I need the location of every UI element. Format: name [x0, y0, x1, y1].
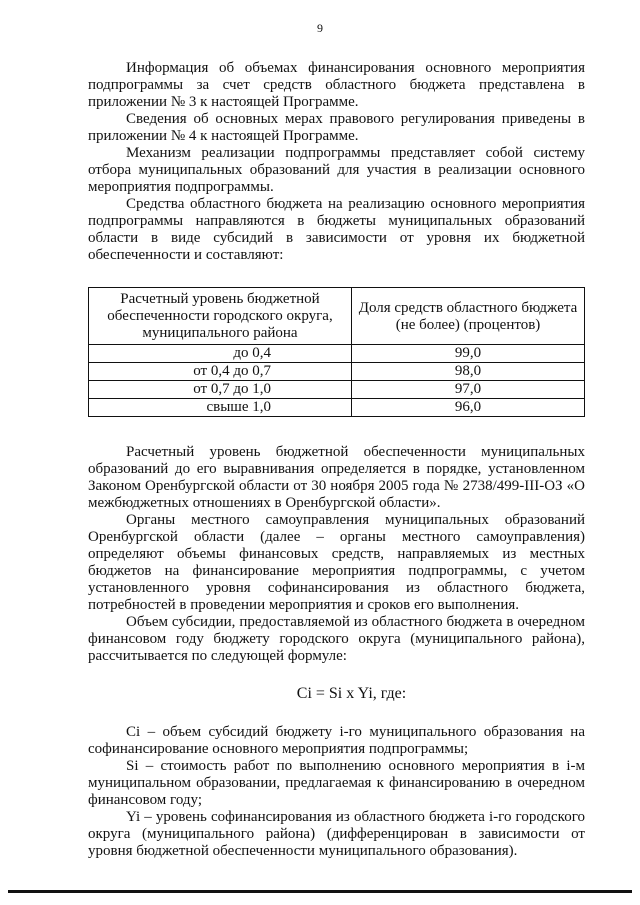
paragraph-financing-info: Информация об объемах финансирования основного мероприятия подпрограммы за счет средств областного бюджета представлена в приложении № 3 к настоящей Программе. — [88, 60, 585, 110]
paragraph-definition-ci: Ci – объем субсидий бюджету i-го муниципального образования на софинансирование основного мероприятия подпрограммы; — [88, 724, 585, 757]
table-row — [89, 363, 585, 381]
table-row — [89, 399, 585, 417]
table-header-share: Доля средств областного бюджета (не более) (процентов) — [352, 288, 585, 345]
table-header-row — [89, 288, 585, 345]
paragraph-local-authorities: Органы местного самоуправления муниципальных образований Оренбургской области (далее – органы местного самоуправления) определяют объемы финансовых средств, направляемых из местных бюджетов на финансирование мероприятия подпрограммы, с учетом установленного уровня софинансирования из областного бюджета, потребностей в проведении мероприятия и сроков его выполнения. — [88, 512, 585, 613]
table-cell-level: до 0,4 — [89, 345, 352, 363]
paragraph-budget-level-definition: Расчетный уровень бюджетной обеспеченности муниципальных образований до его выравнивания определяется в порядке, установленном Законом Оренбургской области от 30 ноября 2005 года № 2738/499-III-ОЗ «О межбюджетных отношениях в Оренбургской области». — [88, 444, 585, 511]
section-after-table — [88, 444, 585, 665]
bottom-divider — [8, 890, 632, 893]
subsidy-formula: Ci = Si x Yi, где: — [296, 685, 407, 702]
paragraph-subsidy-volume: Объем субсидии, предоставляемой из областного бюджета в очередном финансовом году бюджету городского округа (муниципального района), рассчитывается по следующей формуле: — [88, 614, 585, 664]
table-cell-share: 99,0 — [352, 345, 585, 363]
paragraph-funds-distribution: Средства областного бюджета на реализацию основного мероприятия подпрограммы направляются в бюджеты муниципальных образований области в виде субсидий в зависимости от уровня их бюджетной обеспеченности и составляют: — [88, 196, 585, 263]
page-number: 9 — [317, 21, 323, 35]
table-cell-level: от 0,7 до 1,0 — [89, 381, 352, 399]
cofinancing-table — [88, 287, 585, 417]
paragraph-definition-yi: Yi – уровень софинансирования из областного бюджета i-го городского округа (муниципального района) (дифференцирован в зависимости от уровня бюджетной обеспеченности муниципального образования). — [88, 809, 585, 859]
paragraph-definition-si: Si – стоимость работ по выполнению основного мероприятия в i-м муниципальном образовании, предлагаемая к финансированию в очередном финансовом году; — [88, 758, 585, 808]
table-row — [89, 381, 585, 399]
table-cell-share: 97,0 — [352, 381, 585, 399]
table-cell-level: от 0,4 до 0,7 — [89, 363, 352, 381]
paragraph-mechanism: Механизм реализации подпрограммы представляет собой систему отбора муниципальных образований для участия в реализации основного мероприятия подпрограммы. — [88, 145, 585, 195]
table-row — [89, 345, 585, 363]
document-body — [88, 60, 585, 860]
table-cell-share: 96,0 — [352, 399, 585, 417]
table-cell-share: 98,0 — [352, 363, 585, 381]
paragraph-legal-measures: Сведения об основных мерах правового регулирования приведены в приложении № 4 к настоящей Программе. — [88, 111, 585, 144]
table-header-budget-level: Расчетный уровень бюджетной обеспеченности городского округа, муниципального района — [89, 288, 352, 345]
cofinancing-table-wrapper — [88, 287, 585, 417]
table-cell-level: свыше 1,0 — [89, 399, 352, 417]
